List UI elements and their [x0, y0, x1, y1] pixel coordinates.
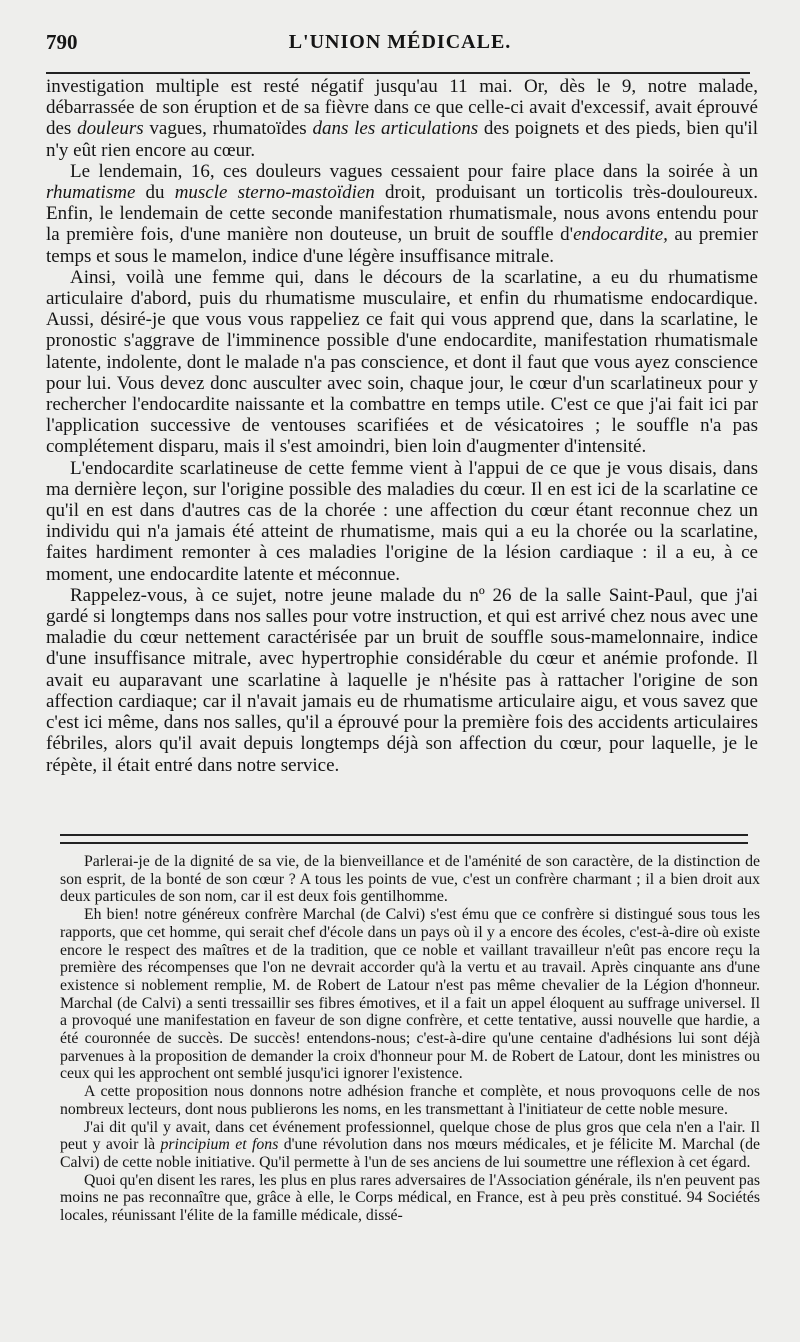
feuilleton-paragraph	[60, 1119, 760, 1172]
italic-run: muscle sterno-mastoïdien	[174, 182, 375, 204]
article-paragraph	[46, 161, 758, 267]
feuilleton-paragraph: A cette proposition nous donnons notre adhésion franche et complète, et nous provoquons celle de nos nombreux lecteurs, dont nous publierons les noms, en les transmettant à l'initiateur de cette noble mesure.	[60, 1083, 760, 1118]
page-header	[0, 30, 800, 62]
text-run: des poignets et des pieds, bien qu'il n'y eût rien encore au cœur.	[46, 118, 758, 161]
feuilleton-paragraph: Eh bien! notre généreux confrère Marchal (de Calvi) s'est ému que ce confrère si distingué sous tous les rapports, que cet homme, qui serait chef d'école dans un pays où il y a encore des écoles, c'est-à-dire où existe encore le respect des maîtres et de la tradition, que ce noble et vaillant travailleur n'eût pas encore reçu la première des récompenses que l'on ne devrait accorder qu'à la vertu et au travail. Après cinquante ans d'une existence si noblement remplie, M. de Robert de Latour n'est pas même chevalier de la Légion d'honneur. Marchal (de Calvi) a senti tressaillir ses fibres émotives, et il a fait un appel éloquent au suffrage universel. Il a provoqué une manifestation en faveur de son digne confrère, et cette tentative, aussi nouvelle que hardie, a été couronnée de succès. De succès! entendons-nous; c'est-à-dire qu'une centaine d'adhésions lui sont déjà parvenues à la proposition de demander la croix d'honneur pour M. de Robert de Latour, dont les ministres ou ceux qui les approchent ont semblé jusqu'ici ignorer l'existence.	[60, 906, 760, 1083]
feuilleton-paragraph: Quoi qu'en disent les rares, les plus en plus rares adversaires de l'Association générale, ils n'en peuvent pas moins ne pas reconnaître que, grâce à elle, le Corps médical, en France, est à peu près constitué. 94 Sociétés locales, réunissant l'élite de la famille médicale, dissé-	[60, 1171, 760, 1225]
article-paragraph: Ainsi, voilà une femme qui, dans le décours de la scarlatine, a eu du rhumatisme articulaire d'abord, puis du rhumatisme musculaire, et enfin du rhumatisme endocardique. Aussi, désiré-je que vous vous rappeliez ce fait qui vous apprend que, dans la scarlatine, le pronostic s'aggrave de l'imminence possible d'une endocardite, manifestation rhumatismale latente, indolente, dont le malade n'a pas conscience, et dont il faut que vous ayez conscience pour lui. Vous devez donc ausculter avec soin, chaque jour, le cœur d'un scarlatineux pour y rechercher l'endocardite naissante et la combattre en temps utile. C'est ce que j'ai fait ici par l'application successive de ventouses scarifiées et de vésicatoires ; le souffle n'a pas complétement disparu, mais il s'est amoindri, bien loin d'augmenter d'intensité.	[46, 266, 758, 458]
feuilleton-paragraph: Parlerai-je de la dignité de sa vie, de la bienveillance et de l'aménité de son caractère, de la distinction de son esprit, de la bonté de son cœur ? A tous les points de vue, c'est un confrère charmant ; il a bien droit aux deux particules de son nom, car il est deux fois gentilhomme.	[60, 853, 760, 906]
feuilleton-section	[60, 853, 760, 1225]
italic-run: dans les articulations	[312, 118, 479, 140]
article-paragraph: Rappelez-vous, à ce sujet, notre jeune malade du nº 26 de la salle Saint-Paul, que j'ai gardé si longtemps dans nos salles pour votre instruction, et qui est arrivé chez nous avec une maladie du cœur nettement caractérisée par un bruit de souffle sous-mamelonnaire, indice d'une insuffisance mitrale, avec hypertrophie considérable du cœur et anémie profonde. Il avait eu auparavant une scarlatine à laquelle je n'hésite pas à rattacher l'origine de son affection cardiaque; car il n'avait jamais eu de rhumatisme articulaire aigu, et vous savez que c'est ici même, dans nos salles, qu'il a éprouvé pour la première fois des accidents articulaires fébriles, alors qu'il avait depuis longtemps déjà son affection du cœur, pour laquelle, je le répète, il était entré dans notre service.	[46, 584, 758, 776]
italic-run: rhumatisme	[46, 182, 136, 204]
text-run: d'une révolution dans nos mœurs médicales, et je félicite M. Marchal (de Calvi) de cette noble initiative. Qu'il permette à l'un de ses anciens de lui soumettre une réflexion à cet égard.	[60, 1136, 760, 1171]
page-number: 790	[46, 30, 78, 54]
text-run: J'ai dit qu'il y avait, dans cet événement professionnel, quelque chose de plus gros que cela n'en a l'air. Il peut y avoir là	[60, 1118, 760, 1154]
header-rule	[46, 72, 750, 74]
feuilleton-separator	[60, 834, 748, 844]
article-paragraph	[46, 76, 758, 161]
italic-run: principium et fons	[160, 1136, 279, 1154]
main-article	[46, 76, 758, 776]
text-run: droit, produisant un torticolis très-douloureux. Enfin, le lendemain de cette seconde manifestation rhumatismale, nous avons entendu pour la première fois, d'une manière non douteuse, un bruit de souffle d'	[46, 182, 758, 246]
italic-run: endocardite,	[573, 224, 668, 246]
article-paragraph: L'endocardite scarlatineuse de cette femme vient à l'appui de ce que je vous disais, dans ma dernière leçon, sur l'origine possible des maladies du cœur. Il en est ici de la scarlatine ce qu'il en est dans d'autres cas de la chorée : une affection du cœur étant reconnue chez un individu qui n'a jamais été atteint de rhumatisme, mais qui a eu la chorée ou la scarlatine, faites hardiment remonter à ces maladies l'origine de la lésion cardiaque : il a eu, à ce moment, une endocardite latente et méconnue.	[46, 457, 758, 585]
text-run: vagues, rhumatoïdes	[143, 118, 313, 140]
journal-title: L'UNION MÉDICALE.	[288, 31, 512, 53]
text-run: du	[135, 182, 175, 204]
text-run: Le lendemain, 16, ces douleurs vagues cessaient pour faire place dans la soirée à un	[70, 160, 758, 182]
text-run: au premier temps et sous le mamelon, indice d'une légère insuffisance mitrale.	[46, 224, 758, 267]
text-run: investigation multiple est resté négatif jusqu'au 11 mai. Or, dès le 9, notre malade, débarrassée de son éruption et de sa fièvre dans ce que celle-ci avait d'excessif, avait éprouvé des	[46, 76, 758, 140]
italic-run: douleurs	[77, 118, 144, 140]
